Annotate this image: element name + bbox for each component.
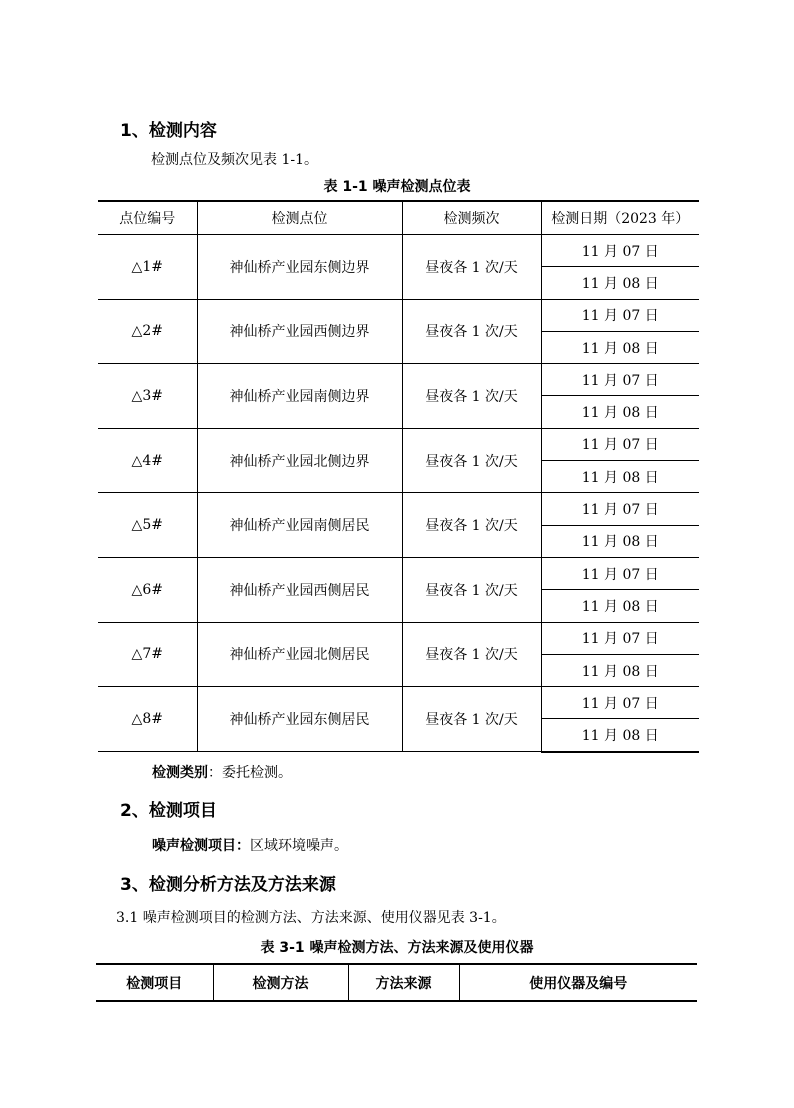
- noise-monitoring-points-table: [98, 200, 699, 753]
- location-cell: 神仙桥产业园西侧边界: [197, 299, 402, 364]
- header-date: 检测日期（2023 年）: [541, 201, 699, 235]
- point-id-cell: △7#: [98, 622, 197, 687]
- point-id-cell: △2#: [98, 299, 197, 364]
- date-cell: 11 月 07 日: [541, 493, 699, 525]
- frequency-cell: 昼夜各 1 次/天: [402, 235, 541, 300]
- noise-method-table: [96, 963, 697, 1002]
- test-item-line: [152, 835, 348, 855]
- date-cell: 11 月 07 日: [541, 364, 699, 396]
- date-cell: 11 月 07 日: [541, 557, 699, 589]
- table-row: [98, 493, 699, 525]
- date-cell: 11 月 08 日: [541, 267, 699, 299]
- section-3-intro: 3.1 噪声检测项目的检测方法、方法来源、使用仪器见表 3-1。: [116, 910, 506, 926]
- location-cell: 神仙桥产业园东侧居民: [197, 687, 402, 752]
- date-cell: 11 月 08 日: [541, 461, 699, 493]
- table-3-1-caption: 表 3-1 噪声检测方法、方法来源及使用仪器: [260, 940, 534, 956]
- table-row: [98, 557, 699, 589]
- frequency-cell: 昼夜各 1 次/天: [402, 428, 541, 493]
- location-cell: 神仙桥产业园西侧居民: [197, 557, 402, 622]
- table-row: [98, 235, 699, 267]
- date-cell: 11 月 08 日: [541, 654, 699, 686]
- header-instrument: 使用仪器及编号: [459, 964, 697, 1001]
- table-row: [98, 687, 699, 719]
- category-line: [152, 762, 292, 782]
- date-cell: 11 月 07 日: [541, 299, 699, 331]
- table-1-caption: 表 1-1 噪声检测点位表: [323, 179, 471, 195]
- point-id-cell: △5#: [98, 493, 197, 558]
- point-id-cell: △1#: [98, 235, 197, 300]
- table-1-header-row: [98, 201, 699, 235]
- table-row: [98, 364, 699, 396]
- frequency-cell: 昼夜各 1 次/天: [402, 687, 541, 752]
- frequency-cell: 昼夜各 1 次/天: [402, 364, 541, 429]
- category-value: 委托检测。: [222, 765, 292, 781]
- location-cell: 神仙桥产业园南侧边界: [197, 364, 402, 429]
- table-1-body: [98, 201, 699, 752]
- header-test-item: 检测项目: [96, 964, 213, 1001]
- header-test-method: 检测方法: [213, 964, 348, 1001]
- category-colon: ：: [208, 765, 222, 781]
- frequency-cell: 昼夜各 1 次/天: [402, 299, 541, 364]
- frequency-cell: 昼夜各 1 次/天: [402, 557, 541, 622]
- header-frequency: 检测频次: [402, 201, 541, 235]
- header-location: 检测点位: [197, 201, 402, 235]
- section-3-heading: 3、检测分析方法及方法来源: [120, 875, 336, 895]
- point-id-cell: △3#: [98, 364, 197, 429]
- table-row: [98, 428, 699, 460]
- category-label: 检测类别: [152, 765, 208, 781]
- test-item-label: 噪声检测项目：: [152, 838, 250, 854]
- location-cell: 神仙桥产业园南侧居民: [197, 493, 402, 558]
- table-3-1-header-row: [96, 964, 697, 1001]
- location-cell: 神仙桥产业园东侧边界: [197, 235, 402, 300]
- point-id-cell: △6#: [98, 557, 197, 622]
- table-row: [98, 299, 699, 331]
- frequency-cell: 昼夜各 1 次/天: [402, 622, 541, 687]
- header-point-id: 点位编号: [98, 201, 197, 235]
- date-cell: 11 月 08 日: [541, 590, 699, 622]
- header-method-source: 方法来源: [348, 964, 459, 1001]
- section-1-heading: 1、检测内容: [120, 121, 217, 141]
- date-cell: 11 月 07 日: [541, 428, 699, 460]
- date-cell: 11 月 08 日: [541, 331, 699, 363]
- location-cell: 神仙桥产业园北侧居民: [197, 622, 402, 687]
- date-cell: 11 月 07 日: [541, 687, 699, 719]
- frequency-cell: 昼夜各 1 次/天: [402, 493, 541, 558]
- date-cell: 11 月 07 日: [541, 622, 699, 654]
- date-cell: 11 月 08 日: [541, 396, 699, 428]
- date-cell: 11 月 07 日: [541, 235, 699, 267]
- date-cell: 11 月 08 日: [541, 719, 699, 752]
- date-cell: 11 月 08 日: [541, 525, 699, 557]
- point-id-cell: △8#: [98, 687, 197, 752]
- section-2-heading: 2、检测项目: [120, 801, 217, 821]
- location-cell: 神仙桥产业园北侧边界: [197, 428, 402, 493]
- point-id-cell: △4#: [98, 428, 197, 493]
- section-1-intro: 检测点位及频次见表 1-1。: [151, 152, 318, 168]
- table-row: [98, 622, 699, 654]
- test-item-value: 区域环境噪声。: [250, 838, 348, 854]
